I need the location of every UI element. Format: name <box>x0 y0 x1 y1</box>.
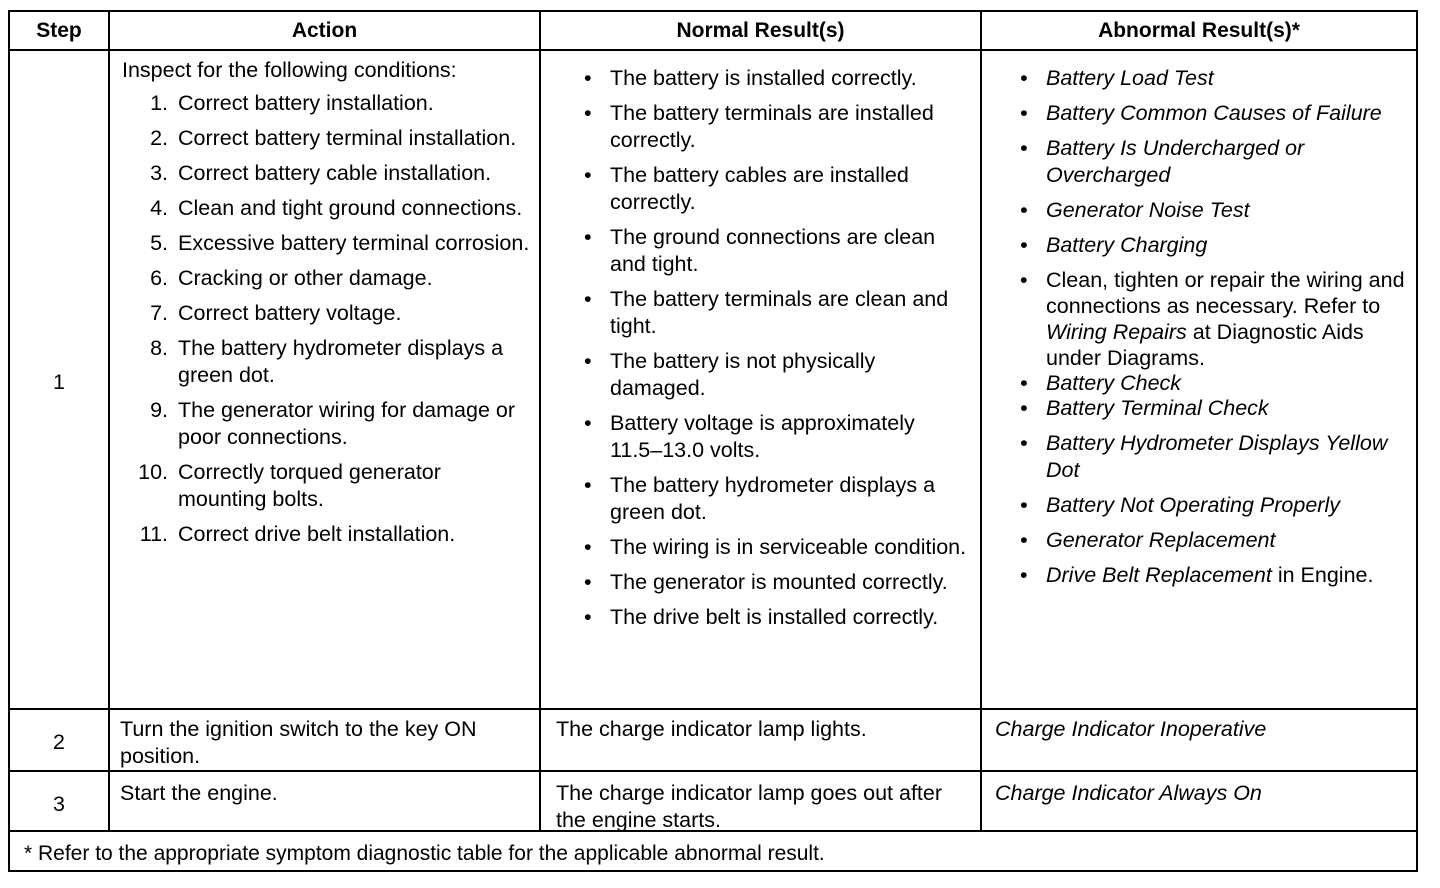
row-divider <box>10 770 1416 772</box>
link-generator-replacement[interactable]: • Generator Replacement <box>1020 527 1410 554</box>
link-generator-noise-test[interactable]: • Generator Noise Test <box>1020 197 1410 224</box>
link-battery-not-operating[interactable]: • Battery Not Operating Properly <box>1020 492 1410 519</box>
action-cell: Start the engine. <box>120 781 278 805</box>
abnormal-results-cell <box>1020 65 1410 597</box>
link-battery-charging[interactable]: • Battery Charging <box>1020 232 1410 259</box>
list-item: 7. Correct battery voltage. <box>150 301 402 325</box>
normal-results-cell: The charge indicator lamp goes out after the engine starts. <box>556 781 943 832</box>
step-number: 1 <box>53 370 65 394</box>
action-cell: Turn the ignition switch to the key ON position. <box>120 717 477 768</box>
list-item: 11. Correct drive belt installation. <box>139 522 456 546</box>
list-item: • The battery is not physically damaged. <box>584 348 969 402</box>
header-step: Step <box>36 19 82 42</box>
link-battery-check[interactable]: • Battery Check <box>1020 371 1410 395</box>
normal-results-cell <box>584 65 969 639</box>
link-battery-common-causes[interactable]: • Battery Common Causes of Failure <box>1020 100 1410 127</box>
link-battery-terminal-check[interactable]: • Battery Terminal Check <box>1020 395 1410 422</box>
list-item: 8. The battery hydrometer displays a green dot. <box>150 336 504 387</box>
link-battery-undercharged[interactable]: • Battery Is Undercharged or Overcharged <box>1020 135 1410 189</box>
link-wiring-repairs[interactable]: Wiring Repairs <box>1046 320 1187 344</box>
list-item: • The battery terminals are clean and tight. <box>584 286 969 340</box>
action-list <box>122 90 532 548</box>
list-item: • The generator is mounted correctly. <box>584 569 969 596</box>
action-cell <box>122 57 532 556</box>
list-item <box>1020 562 1410 589</box>
header-action: Action <box>291 19 358 42</box>
list-item: • Battery voltage is approximately 11.5–13.0 volts. <box>584 410 969 464</box>
footnote: * Refer to the appropriate symptom diagnostic table for the applicable abnormal result. <box>24 842 825 865</box>
step-number: 3 <box>53 792 65 816</box>
normal-results-cell: The charge indicator lamp lights. <box>556 717 867 741</box>
link-charge-indicator-inoperative[interactable]: Charge Indicator Inoperative <box>995 717 1267 741</box>
link-hydrometer-yellow-dot[interactable]: • Battery Hydrometer Displays Yellow Dot <box>1020 430 1410 484</box>
list-item: 2. Correct battery terminal installation. <box>150 126 517 150</box>
normal-results-list <box>584 65 969 631</box>
list-item: 5. Excessive battery terminal corrosion. <box>150 231 530 255</box>
link-charge-indicator-always-on[interactable]: Charge Indicator Always On <box>995 781 1262 805</box>
diagnostic-table <box>8 10 1418 872</box>
link-drive-belt-replacement[interactable]: Drive Belt Replacement <box>1046 563 1272 587</box>
list-item: • The battery terminals are installed correctly. <box>584 100 969 154</box>
list-item <box>1020 267 1410 371</box>
list-item: • The drive belt is installed correctly. <box>584 604 969 631</box>
list-item: 4. Clean and tight ground connections. <box>150 196 523 220</box>
list-item: • The wiring is in serviceable condition. <box>584 534 969 561</box>
list-item: 10. Correctly torqued generator mounting bolts. <box>138 460 441 511</box>
list-item: 3. Correct battery cable installation. <box>150 161 492 185</box>
list-item: 9. The generator wiring for damage or poor connections. <box>150 398 516 449</box>
header-abnormal: Abnormal Result(s)* <box>1098 19 1300 42</box>
step-number: 2 <box>53 730 65 754</box>
clean-repair-suffix: at Diagnostic Aids under Diagrams. <box>1046 320 1364 370</box>
list-item: • The battery hydrometer displays a green dot. <box>584 472 969 526</box>
action-intro: Inspect for the following conditions: <box>122 58 457 82</box>
abnormal-results-list <box>1020 65 1410 589</box>
list-item: • The battery cables are installed correctly. <box>584 162 969 216</box>
header-normal: Normal Result(s) <box>676 19 845 42</box>
list-item: 6. Cracking or other damage. <box>150 266 433 290</box>
list-item: • The battery is installed correctly. <box>584 65 969 92</box>
link-battery-load-test[interactable]: • Battery Load Test <box>1020 65 1410 92</box>
list-item: • The ground connections are clean and tight. <box>584 224 969 278</box>
row-divider <box>10 708 1416 710</box>
clean-repair-text: Clean, tighten or repair the wiring and connections as necessary. Refer to <box>1046 268 1405 318</box>
drive-belt-suffix: in Engine. <box>1277 563 1374 587</box>
list-item: 1. Correct battery installation. <box>150 91 434 115</box>
